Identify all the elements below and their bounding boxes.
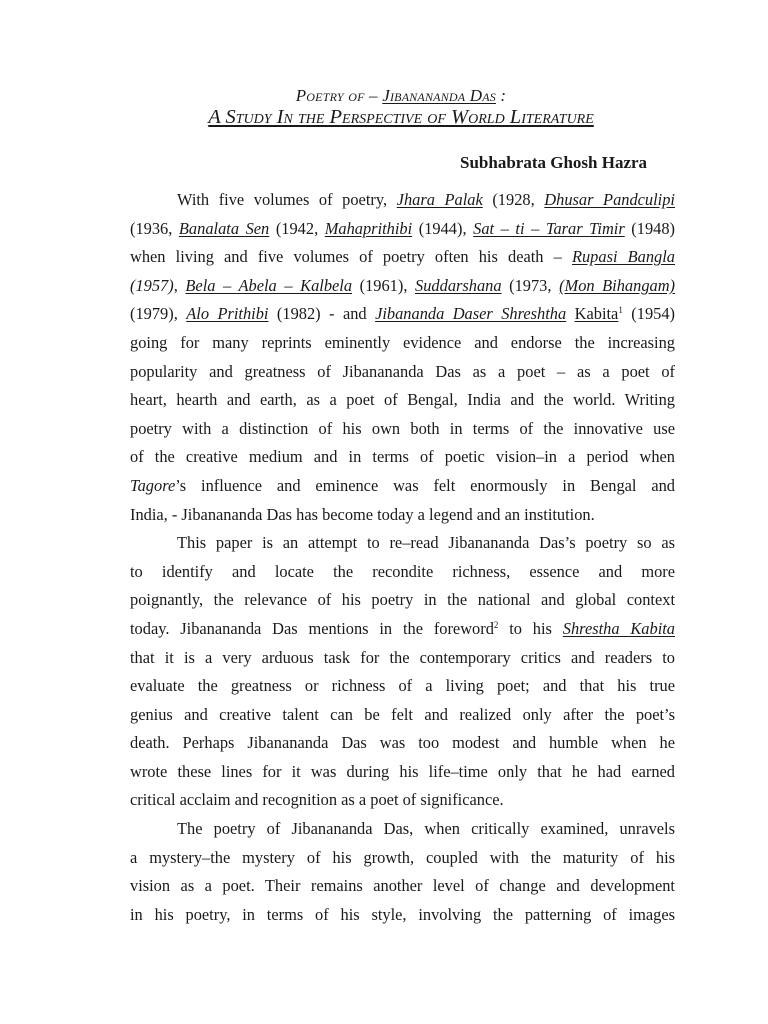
body-text-line: evaluate the greatness or richness of a living poet; and that his true	[130, 676, 675, 696]
body-text-line: (1936, Banalata Sen (1942, Mahaprithibi (1944), Sat – ti – Tarar Timir (1948)	[130, 218, 675, 238]
body-text-line: genius and creative talent can be felt and realized only after the poet’s	[130, 704, 675, 724]
body-text-line: With five volumes of poetry, Jhara Palak (1928, Dhusar Pandculipi	[177, 190, 675, 209]
title-poet-name: Jibanananda Das	[382, 86, 496, 105]
body-text-line: (1957), Bela – Abela – Kalbela (1961), Suddarshana (1973, (Mon Bihangam)	[130, 275, 675, 295]
body-text-line: that it is a very arduous task for the contemporary critics and readers to	[130, 647, 675, 667]
body-text-line: heart, hearth and earth, as a poet of Bengal, India and the world. Writing	[130, 390, 675, 410]
body-text	[130, 186, 675, 929]
body-text-line: critical acclaim and recognition as a poet of significance.	[130, 790, 504, 810]
body-text-line: This paper is an attempt to re–read Jibanananda Das’s poetry so as	[177, 533, 675, 553]
title-line-2: A Study In the Perspective of World Literature	[208, 106, 594, 128]
author-name: Subhabrata Ghosh Hazra	[460, 153, 648, 172]
body-text-line: of the creative medium and in terms of poetic vision–in a period when	[130, 447, 675, 467]
body-text-line: The poetry of Jibanananda Das, when critically examined, unravels	[177, 819, 675, 839]
title-prefix: Poetry of –	[295, 86, 383, 105]
body-text-line: Tagore’s influence and eminence was felt enormously in Bengal and	[130, 475, 675, 495]
body-text-line: death. Perhaps Jibanananda Das was too modest and humble when he	[130, 733, 675, 753]
body-text-line: India, - Jibanananda Das has become today a legend and an institution.	[130, 504, 595, 524]
body-text-line: poignantly, the relevance of his poetry in the national and global context	[130, 590, 675, 610]
body-text-line: in his poetry, in terms of his style, involving the patterning of images	[130, 904, 675, 924]
title-suffix: :	[495, 86, 507, 105]
body-text-line: today. Jibanananda Das mentions in the foreword$^2$ to his Shrestha Kabita	[130, 618, 675, 638]
title-line-1	[0, 86, 768, 106]
body-text-line: to identify and locate the recondite richness, essence and more	[130, 561, 675, 581]
body-text-line: a mystery–the mystery of his growth, coupled with the maturity of his	[130, 847, 675, 867]
body-text-line: wrote these lines for it was during his life–time only that he had earned	[130, 761, 675, 781]
body-text-line: vision as a poet. Their remains another level of change and development	[130, 876, 675, 896]
body-text-line: poetry with a distinction of his own both in terms of the innovative use	[130, 418, 675, 438]
body-text-line: (1979), Alo Prithibi (1982) - and Jibananda Daser Shreshtha Kabita$^1$ (1954)	[130, 304, 675, 324]
body-text-line: going for many reprints eminently evidence and endorse the increasing	[130, 332, 675, 352]
body-text-line: popularity and greatness of Jibanananda Das as a poet – as a poet of	[130, 361, 675, 381]
body-text-line: when living and five volumes of poetry often his death – Rupasi Bangla	[130, 247, 675, 267]
